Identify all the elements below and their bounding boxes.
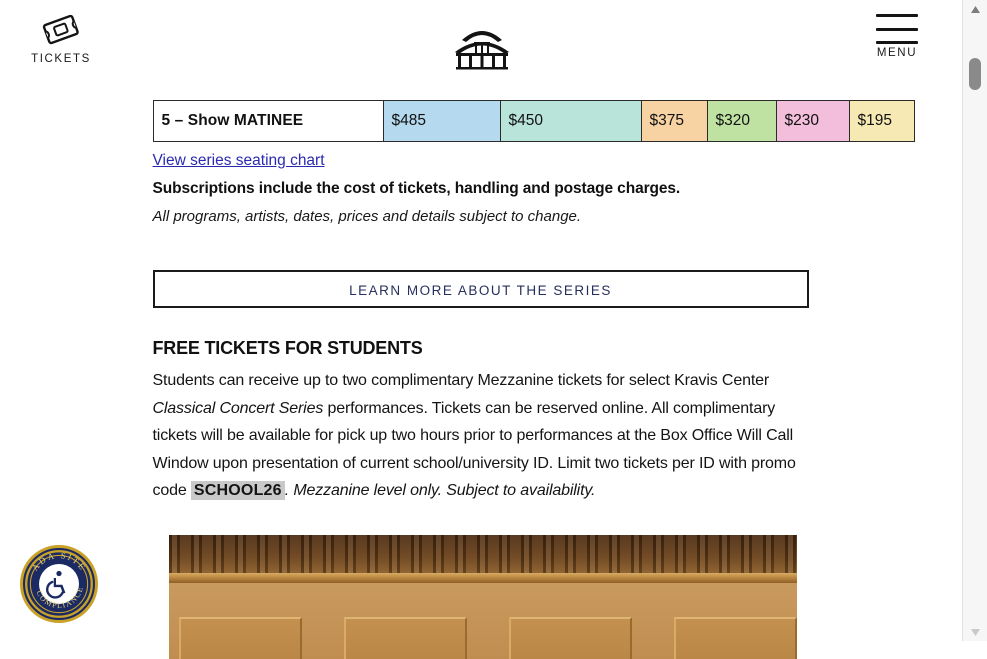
students-text-part-1: Students can receive up to two complimentary Mezzanine tickets for select Kravis Center	[152, 372, 770, 389]
disclaimer-note: All programs, artists, dates, prices and details subject to change.	[152, 208, 582, 225]
tickets-nav-button[interactable]	[24, 12, 98, 65]
price-cell-3: $375	[641, 101, 707, 142]
page-scrollbar[interactable]	[962, 0, 987, 641]
students-paragraph	[153, 367, 811, 505]
content-wrapper	[152, 100, 892, 659]
greek-key-frieze	[169, 535, 797, 573]
scroll-up-arrow-icon[interactable]	[963, 0, 987, 18]
pricing-table	[153, 100, 915, 142]
tickets-label: TICKETS	[31, 53, 91, 65]
site-logo[interactable]	[452, 18, 512, 75]
ada-site-compliance-badge[interactable]	[20, 545, 98, 623]
ticket-icon	[24, 12, 98, 50]
series-title-italic: Classical Concert Series	[152, 399, 324, 417]
students-text-part-3: . Mezzanine level only. Subject to availability.	[284, 482, 596, 499]
site-header	[0, 0, 963, 88]
wall-panels	[169, 617, 797, 659]
price-cell-6: $195	[849, 101, 914, 142]
menu-label: MENU	[876, 47, 918, 59]
price-cell-1: $485	[383, 101, 500, 142]
table-row	[153, 101, 914, 142]
ada-badge-bottom-text: COMPLIANCE	[34, 585, 85, 611]
concert-hall-photo	[169, 535, 797, 659]
students-text-part-2: performances. Tickets can be reserved online. All complimentary tickets will be available for pick up two hours prior to performances at the Box Office Will Call Window upon presentation of current school/university ID. Limit two tickets per ID with promo code	[152, 399, 796, 499]
scrollbar-thumb[interactable]	[969, 58, 981, 90]
price-cell-4: $320	[707, 101, 776, 142]
gold-cornice	[169, 573, 797, 583]
learn-more-button[interactable]: LEARN MORE ABOUT THE SERIES	[153, 270, 809, 308]
view-seating-chart-link[interactable]: View series seating chart	[152, 152, 325, 169]
hamburger-menu-icon	[876, 14, 918, 44]
page-title: FREE TICKETS FOR STUDENTS	[152, 338, 423, 358]
wheelchair-accessibility-icon	[39, 564, 79, 604]
table-row-label: 5 – Show MATINEE	[153, 101, 383, 142]
menu-nav-button[interactable]	[859, 14, 935, 59]
promo-code-badge: SCHOOL26	[191, 481, 285, 500]
page-content	[0, 88, 963, 659]
price-cell-5: $230	[776, 101, 849, 142]
price-cell-2: $450	[500, 101, 641, 142]
ada-badge-top-text: ADA SITE	[29, 550, 89, 573]
rotunda-logo-icon	[452, 18, 512, 70]
scroll-down-arrow-icon[interactable]	[963, 623, 987, 641]
subscription-note: Subscriptions include the cost of tickets, handling and postage charges.	[152, 180, 681, 197]
